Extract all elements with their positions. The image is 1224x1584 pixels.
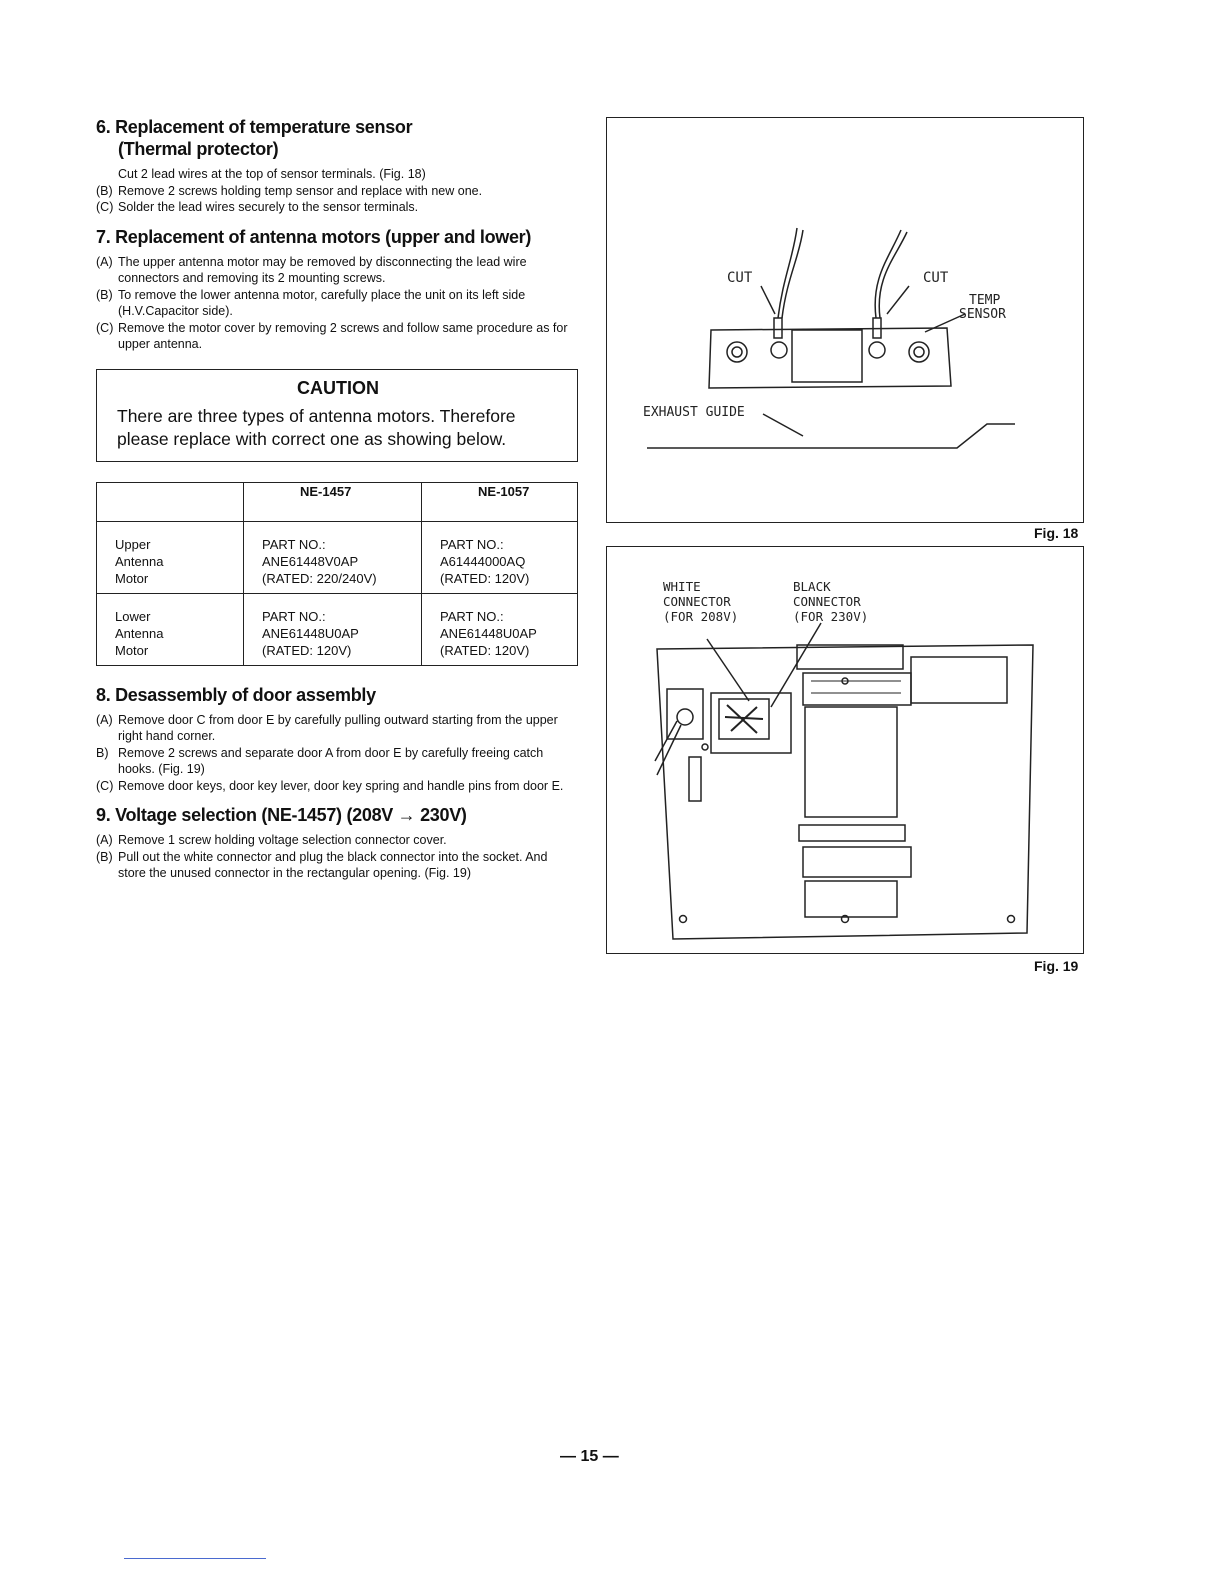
cell-line: (RATED: 120V) <box>440 570 530 586</box>
step-text: Solder the lead wires securely to the sensor terminals. <box>118 200 419 214</box>
step-text: The upper antenna motor may be removed by disconnecting the lead wire connectors and removing its 2 mounting screws. <box>118 254 527 285</box>
table-header-ne1457: NE-1457 <box>244 482 422 521</box>
table-cell <box>422 521 578 593</box>
section-6-steps <box>96 166 578 216</box>
step-text: Remove the motor cover by removing 2 screws and follow same procedure as for upper antenna. <box>118 320 568 351</box>
text-column <box>96 116 578 892</box>
caution-title: CAUTION <box>297 377 379 398</box>
step-text: Pull out the white connector and plug the black connector into the socket. And store the unused connector in the rectangular opening. (Fig. 19) <box>118 849 548 880</box>
cell-line: A61444000AQ <box>440 553 526 569</box>
step-text: Remove door keys, door key lever, door key spring and handle pins from door E. <box>118 778 564 793</box>
door-connector-diagram <box>607 547 1083 953</box>
step-marker: (B) <box>96 287 113 302</box>
step-item <box>96 254 578 287</box>
temp-label: TEMP <box>969 293 1001 308</box>
figure-18-caption: Fig. 18 <box>1034 525 1079 541</box>
step-item <box>96 287 578 320</box>
step-item <box>96 832 578 849</box>
cut-right-label: CUT <box>923 270 949 286</box>
cell-line: Antenna <box>115 625 164 641</box>
step-marker: (A) <box>96 712 113 727</box>
table-cell <box>422 593 578 665</box>
white-connector-label-3: (FOR 208V) <box>663 609 739 624</box>
section-6-subtitle: (Thermal protector) <box>118 139 279 159</box>
step-marker: (B) <box>96 849 113 864</box>
cell-line: (RATED: 220/240V) <box>262 570 377 586</box>
figure-19 <box>606 546 1084 954</box>
cell-line: Motor <box>115 642 149 658</box>
parts-table <box>96 482 578 666</box>
table-cell <box>244 521 422 593</box>
black-connector-label-3: (FOR 230V) <box>793 609 869 624</box>
cell-line: PART NO.: <box>262 608 326 624</box>
cell-line: PART NO.: <box>440 608 504 624</box>
exhaust-guide-label: EXHAUST GUIDE <box>643 405 745 420</box>
white-connector-label-1: WHITE <box>663 579 701 594</box>
table-row <box>97 593 578 665</box>
cut-left-label: CUT <box>727 270 753 286</box>
section-8-title: 8. Desassembly of door assembly <box>96 684 376 705</box>
black-connector-label-1: BLACK <box>793 579 831 594</box>
table-header-blank <box>97 482 244 521</box>
step-marker: B) <box>96 745 109 760</box>
temp-sensor-diagram <box>607 118 1083 522</box>
section-9-title: 9. Voltage selection (NE-1457) (208V → 230V) <box>96 805 467 825</box>
cell-line: Antenna <box>115 553 164 569</box>
step-item <box>96 745 578 778</box>
sensor-label: SENSOR <box>959 307 1006 322</box>
step-item <box>96 320 578 353</box>
step-item <box>96 166 578 183</box>
step-item <box>96 849 578 882</box>
step-item <box>96 183 578 200</box>
cell-line: Lower <box>115 608 151 624</box>
cell-line: ANE61448U0AP <box>440 625 537 641</box>
page-number: — 15 — <box>560 1448 619 1465</box>
cell-line: Upper <box>115 536 151 552</box>
step-marker: (A) <box>96 254 113 269</box>
section-7-title: 7. Replacement of antenna motors (upper and lower) <box>96 226 532 247</box>
section-6-heading <box>96 116 578 160</box>
step-text: Remove 1 screw holding voltage selection connector cover. <box>118 833 447 847</box>
step-text: Remove 2 screws holding temp sensor and replace with new one. <box>118 183 483 198</box>
table-cell <box>244 593 422 665</box>
step-marker: (B) <box>96 183 113 198</box>
cell-line: Motor <box>115 570 149 586</box>
cell-line: (RATED: 120V) <box>262 642 352 658</box>
cell-line: PART NO.: <box>262 536 326 552</box>
cell-line: ANE61448U0AP <box>262 625 359 641</box>
cell-line: PART NO.: <box>440 536 504 552</box>
caution-box <box>96 369 578 462</box>
table-header-ne1057: NE-1057 <box>422 482 578 521</box>
row-label <box>97 521 244 593</box>
row-label <box>97 593 244 665</box>
step-item <box>96 778 578 795</box>
black-connector-label-2: CONNECTOR <box>793 594 861 609</box>
table-header-row <box>97 482 578 521</box>
white-connector-label-2: CONNECTOR <box>663 594 731 609</box>
section-7-steps <box>96 254 578 353</box>
figure-19-caption: Fig. 19 <box>1034 958 1079 974</box>
step-item <box>96 712 578 745</box>
section-6-title: 6. Replacement of temperature sensor <box>96 117 413 137</box>
section-9-steps <box>96 832 578 882</box>
figure-18 <box>606 117 1084 523</box>
table-row <box>97 521 578 593</box>
section-8-steps <box>96 712 578 795</box>
bottom-divider <box>124 1558 266 1559</box>
caution-body: There are three types of antenna motors. Therefore please replace with correct one as showing below. <box>117 405 516 449</box>
step-text: Cut 2 lead wires at the top of sensor terminals. (Fig. 18) <box>118 167 426 181</box>
cell-line: ANE61448V0AP <box>262 553 359 569</box>
step-marker: (C) <box>96 778 114 793</box>
cell-line: (RATED: 120V) <box>440 642 530 658</box>
step-text: Remove 2 screws and separate door A from door E by carefully freeing catch hooks. (Fig. 19) <box>118 745 544 776</box>
step-text: To remove the lower antenna motor, carefully place the unit on its left side (H.V.Capacitor side). <box>118 287 526 318</box>
step-marker: (C) <box>96 320 114 335</box>
step-marker: (A) <box>96 833 113 847</box>
step-text: Remove door C from door E by carefully pulling outward starting from the upper right hand corner. <box>118 712 558 743</box>
step-marker: (C) <box>96 200 114 214</box>
step-item <box>96 199 578 216</box>
